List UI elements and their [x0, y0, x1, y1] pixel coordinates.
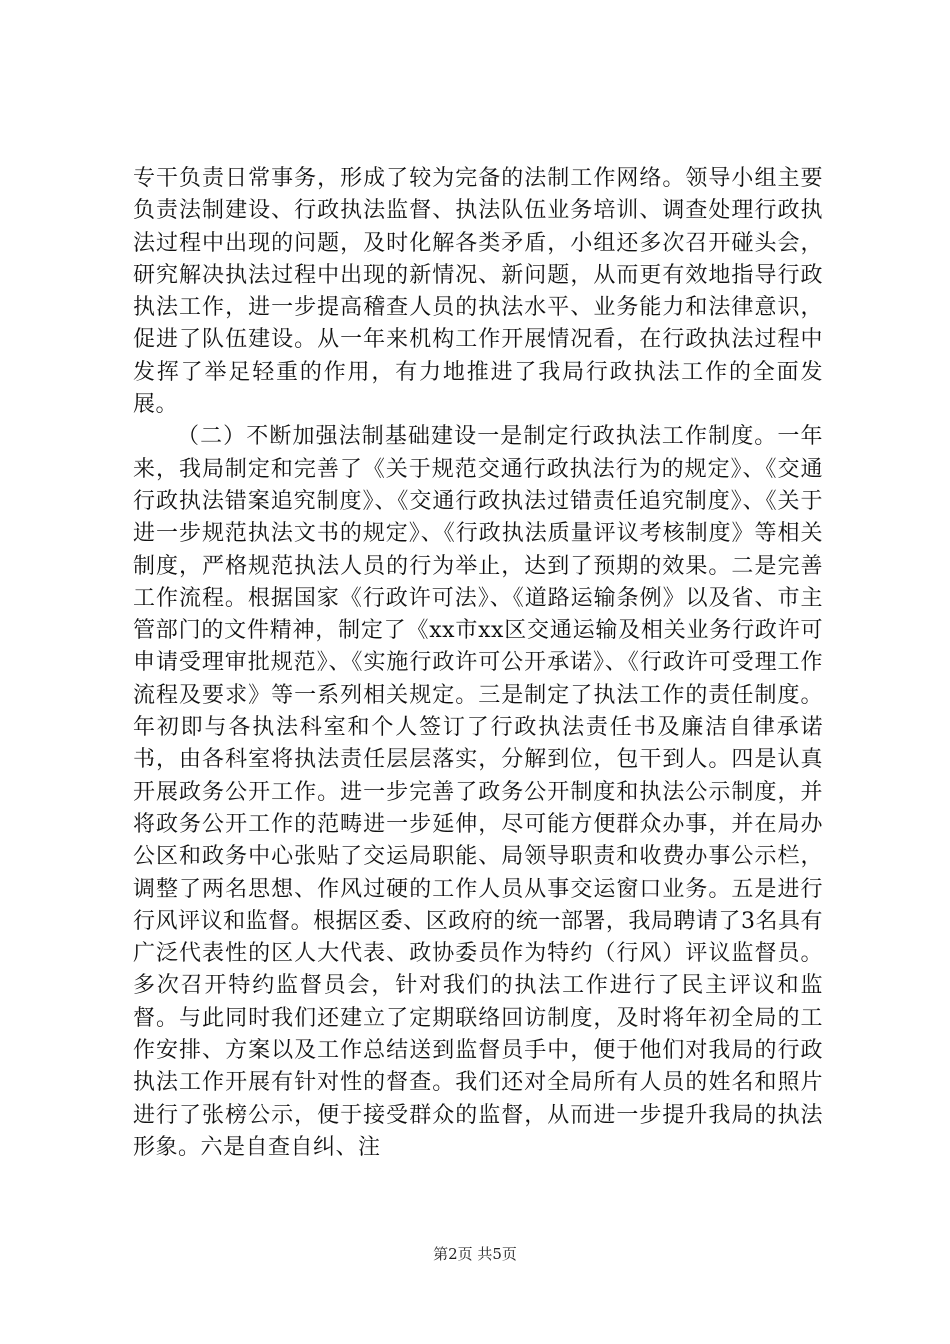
document-body [133, 163, 823, 1164]
paragraph-continued: 专干负责日常事务，形成了较为完备的法制工作网络。领导小组主要负责法制建设、行政执法监督、执法队伍业务培训、调查处理行政执法过程中出现的问题，及时化解各类矛盾，小组还多次召开碰头会，研究解决执法过程中出现的新情况、新问题，从而更有效地指导行政执法工作，进一步提高稽查人员的执法水平、业务能力和法律意识，促进了队伍建设。从一年来机构工作开展情况看，在行政执法过程中发挥了举足轻重的作用，有力地推进了我局行政执法工作的全面发展。 [133, 166, 823, 418]
page-number-footer: 第2页 共5页 [433, 1245, 517, 1263]
paragraph-legal-foundation: （二）不断加强法制基础建设一是制定行政执法工作制度。一年来，我局制定和完善了《关于规范交通行政执法行为的规定》、《交通行政执法错案追究制度》、《交通行政执法过错责任追究制度》、《关于进一步规范执法文书的规定》、《行政执法质量评议考核制度》等相关制度，严格规范执法人员的行为举止，达到了预期的效果。二是完善工作流程。根据国家《行政许可法》、《道路运输条例》以及省、市主管部门的文件精神，制定了《xx市xx区交通运输及相关业务行政许可申请受理审批规范》、《实施行政许可公开承诺》、《行政许可受理工作流程及要求》等一系列相关规定。三是制定了执法工作的责任制度。年初即与各执法科室和个人签订了行政执法责任书及廉洁自律承诺书，由各科室将执法责任层层落实，分解到位，包干到人。四是认真开展政务公开工作。进一步完善了政务公开制度和执法公示制度，并将政务公开工作的范畴进一步延伸，尽可能方便群众办事，并在局办公区和政务中心张贴了交运局职能、局领导职责和收费办事公示栏，调整了两名思想、作风过硬的工作人员从事交运窗口业务。五是进行行风评议和监督。根据区委、区政府的统一部署，我局聘请了3名具有广泛代表性的区人大代表、政协委员作为特约（行风）评议监督员。多次召开特约监督员会，针对我们的执法工作进行了民主评议和监督。与此同时我们还建立了定期联络回访制度，及时将年初全局的工作安排、方案以及工作总结送到监督员手中，便于他们对我局的行政执法工作开展有针对性的督查。我们还对全局所有人员的姓名和照片进行了张榜公示，便于接受群众的监督，从而进一步提升我局的执法形象。六是自查自纠、注 [133, 424, 823, 1160]
